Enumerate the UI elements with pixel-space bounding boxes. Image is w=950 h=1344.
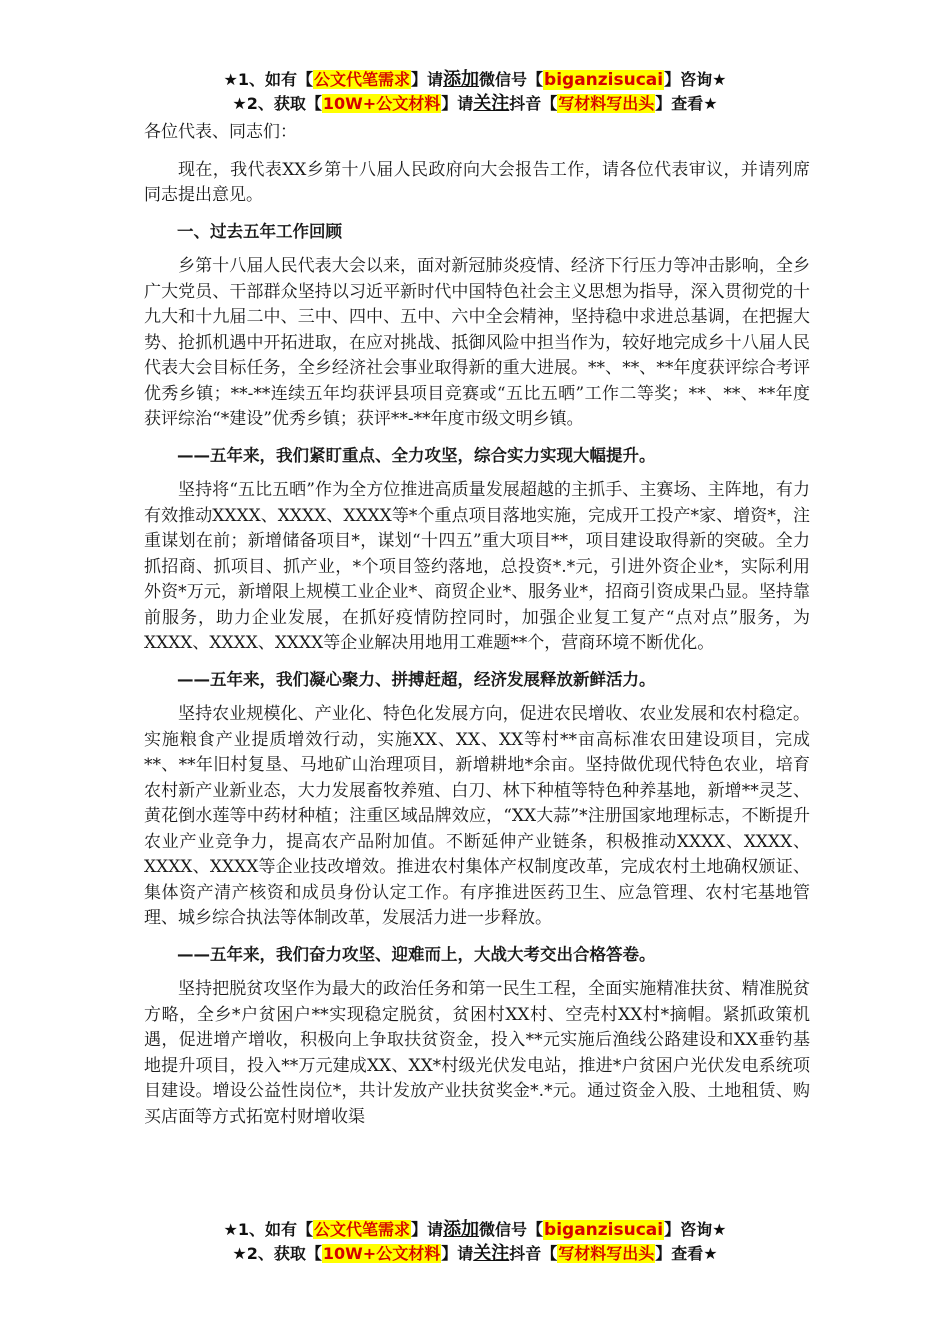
promo-line-1 bbox=[0, 1218, 950, 1242]
promo-text: 】请 bbox=[411, 70, 444, 89]
promo-line-2 bbox=[0, 1242, 950, 1266]
document-body bbox=[144, 120, 810, 1140]
body-paragraph: 坚持把脱贫攻坚作为最大的政治任务和第一民生工程，全面实施精准扶贫、精准脱贫方略，全乡*户贫困户**实现稳定脱贫，贫困村XX村、空壳村XX村*摘帽。紧抓政策机遇，促进增产增收，积极向上争取扶贫资金，投入**元实施后渔线公路建设和XX垂钓基地提升项目，投入**万元建成XX、XX*村级光伏发电站，推进*户贫困户光伏发电系统项目建设。增设公益性岗位*，共计发放产业扶贫奖金*.*元。通过资金入股、土地租赁、购买店面等方式拓宽村财增收渠 bbox=[144, 979, 810, 1127]
promo-text: 】查看★ bbox=[655, 1244, 718, 1263]
promo-text: 微信号【 bbox=[479, 70, 544, 89]
body-paragraph: 坚持将“五比五晒”作为全方位推进高质量发展超越的主抓手、主赛场、主阵地，有力有效推动XXXX、XXXX、XXXX等*个重点项目落地实施，完成开工投产*家、增资*，注重谋划在前；新增储备项目*，谋划“十四五”重大项目**，项目建设取得新的突破。全力抓招商、抓项目、抓产业，*个项目签约落地，总投资*.*元，引进外资企业*，实际利用外资*万元，新增限上规模工业企业*、商贸企业*、服务业*，招商引资成果凸显。坚持靠前服务，助力企业发展，在抓好疫情防控同时，加强企业复工复产“点对点”服务，为XXXX、XXXX、XXXX等企业解决用地用工难题**个，营商环境不断优化。 bbox=[144, 480, 810, 653]
promo-text: 】请 bbox=[441, 94, 474, 113]
promo-text: 】咨询★ bbox=[664, 70, 727, 89]
promo-text: 】请 bbox=[441, 1244, 474, 1263]
promo-emphasis: 关注 bbox=[473, 93, 510, 114]
promo-emphasis: 添加 bbox=[443, 69, 480, 90]
promo-text: ★1、如有【 bbox=[223, 1220, 313, 1239]
sub-heading: ——五年来，我们紧盯重点、全力攻坚，综合实力实现大幅提升。 bbox=[177, 445, 656, 465]
promo-highlight: 写材料写出头 bbox=[558, 94, 655, 113]
promo-highlight: 公文代笔需求 bbox=[314, 70, 411, 89]
body-paragraph: 坚持农业规模化、产业化、特色化发展方向，促进农民增收、农业发展和农村稳定。实施粮食产业提质增效行动，实施XX、XX、XX等村**亩高标准农田建设项目，完成**、**年旧村复垦、马地矿山治理项目，新增耕地*余亩。坚持做优现代特色农业，培育农村新产业新业态，大力发展畜牧养殖、白刀、林下种植等特色种养基地，新增**灵芝、黄花倒水莲等中药材种植；注重区域品牌效应，“XX大蒜”*注册国家地理标志，不断提升农业产业竞争力，提高农产品附加值。不断延伸产业链条，积极推动XXXX、XXXX、XXXX、XXXX等企业技改增效。推进农村集体产权制度改革，完成农村土地确权颁证、集体资产清产核资和成员身份认定工作。有序推进医药卫生、应急管理、农村宅基地管理、城乡综合执法等体制改革，发展活力进一步释放。 bbox=[144, 704, 810, 928]
promo-highlight: biganzisucai bbox=[544, 70, 664, 90]
promo-highlight: 10W+公文材料 bbox=[322, 1244, 441, 1263]
intro-paragraph: 现在，我代表XX乡第十八届人民政府向大会报告工作，请各位代表审议，并请列席同志提出意见。 bbox=[144, 159, 810, 205]
body-paragraph: 乡第十八届人民代表大会以来，面对新冠肺炎疫情、经济下行压力等冲击影响，全乡广大党员、干部群众坚持以习近平新时代中国特色社会主义思想为指导，深入贯彻党的十九大和十九届二中、三中、四中、五中、六中全会精神，坚持稳中求进总基调，在把握大势、抢抓机遇中开拓进取，在应对挑战、抵御风险中担当作为，较好地完成乡十八届人民代表大会目标任务，全乡经济社会事业取得新的重大进展。**、**、**年度获评综合考评优秀乡镇；**-**连续五年均获评县项目竞赛或“五比五晒”工作二等奖；**、**、**年度获评综治“*建设”优秀乡镇；获评**-**年度市级文明乡镇。 bbox=[144, 256, 810, 429]
promo-text: ★2、获取【 bbox=[232, 1244, 322, 1263]
promo-highlight: 10W+公文材料 bbox=[322, 94, 441, 113]
promo-text: 抖音【 bbox=[509, 1244, 558, 1263]
greeting: 各位代表、同志们： bbox=[144, 122, 297, 142]
promo-banner-top bbox=[0, 68, 950, 116]
promo-text: 】查看★ bbox=[655, 94, 718, 113]
promo-highlight: 公文代笔需求 bbox=[314, 1220, 411, 1239]
promo-highlight: 写材料写出头 bbox=[558, 1244, 655, 1263]
promo-line-1 bbox=[0, 68, 950, 92]
promo-highlight: biganzisucai bbox=[544, 1220, 664, 1240]
promo-banner-bottom bbox=[0, 1218, 950, 1266]
sub-heading: ——五年来，我们凝心聚力、拼搏赶超，经济发展释放新鲜活力。 bbox=[177, 669, 656, 689]
promo-emphasis: 添加 bbox=[443, 1219, 480, 1240]
promo-text: ★2、获取【 bbox=[232, 94, 322, 113]
promo-text: ★1、如有【 bbox=[223, 70, 313, 89]
sub-heading: ——五年来，我们奋力攻坚、迎难而上，大战大考交出合格答卷。 bbox=[177, 944, 656, 964]
promo-text: 】请 bbox=[411, 1220, 444, 1239]
promo-text: 微信号【 bbox=[479, 1220, 544, 1239]
section-heading: 一、过去五年工作回顾 bbox=[177, 221, 342, 241]
promo-line-2 bbox=[0, 92, 950, 116]
promo-text: 抖音【 bbox=[509, 94, 558, 113]
promo-text: 】咨询★ bbox=[664, 1220, 727, 1239]
promo-emphasis: 关注 bbox=[473, 1243, 510, 1264]
